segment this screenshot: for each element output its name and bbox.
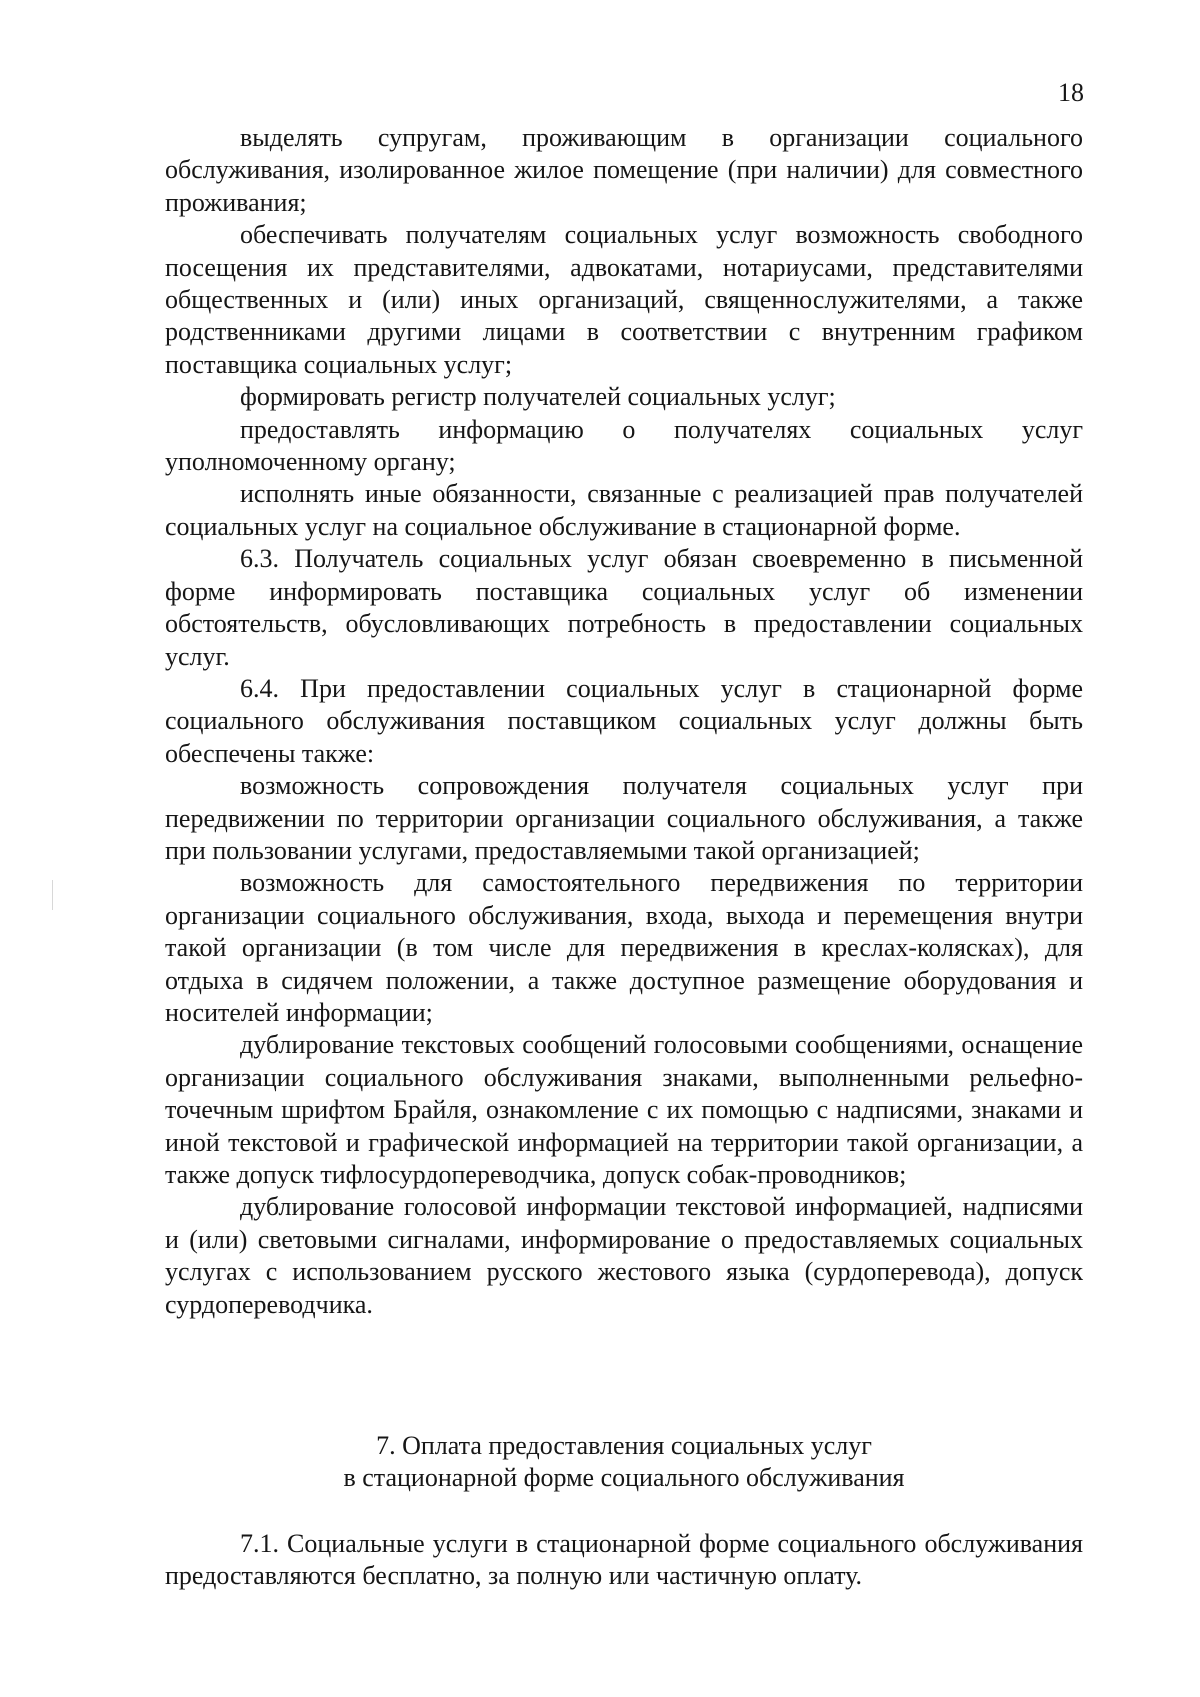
paragraph: дублирование голосовой информации текстовой информацией, надписями и (или) световыми сигналами, информирование о предоставляемых социальных услугах с использованием русского жестового языка (сурдоперевода), допуск сурдопереводчика.	[165, 1192, 1083, 1319]
paragraph: 6.3. Получатель социальных услуг обязан своевременно в письменной форме информировать поставщика социальных услуг об изменении обстоятельств, обусловливающих потребность в предоставлении социальных услуг.	[165, 544, 1083, 671]
paragraph: исполнять иные обязанности, связанные с реализацией прав получателей социальных услуг на социальное обслуживание в стационарной форме.	[165, 479, 1083, 541]
paragraph: дублирование текстовых сообщений голосовыми сообщениями, оснащение организации социального обслуживания знаками, выполненными рельефно-точечным шрифтом Брайля, ознакомление с их помощью с надписями, знаками и иной текстовой и графической информацией на территории такой организации, а также допуск тифлосурдопереводчика, допуск собак-проводников;	[165, 1030, 1083, 1189]
paragraph: обеспечивать получателям социальных услуг возможность свободного посещения их представителями, адвокатами, нотариусами, представителями общественных и (или) иных организаций, священнослужителями, а также родственниками другими лицами в соответствии с внутренним графиком поставщика социальных услуг;	[165, 220, 1083, 379]
paragraph: 6.4. При предоставлении социальных услуг в стационарной форме социального обслуживания поставщиком социальных услуг должны быть обеспечены также:	[165, 673, 1083, 768]
closing-text	[165, 1528, 1083, 1593]
page-number: 18	[1058, 78, 1084, 107]
closing-paragraph: 7.1. Социальные услуги в стационарной форме социального обслуживания предоставляются бесплатно, за полную или частичную оплату.	[165, 1529, 1083, 1591]
paragraph: выделять супругам, проживающим в организации социального обслуживания, изолированное жилое помещение (при наличии) для совместного проживания;	[165, 123, 1083, 217]
scan-artifact	[52, 880, 53, 910]
paragraph: возможность сопровождения получателя социальных услуг при передвижении по территории организации социального обслуживания, а также при пользовании услугами, предоставляемыми такой организацией;	[165, 771, 1083, 865]
section-heading	[165, 1430, 1083, 1495]
paragraph: возможность для самостоятельного передвижения по территории организации социального обслуживания, входа, выхода и перемещения внутри такой организации (в том числе для передвижения в креслах-колясках), для отдыха в сидячем положении, а также доступное размещение оборудования и носителей информации;	[165, 868, 1083, 1027]
body-text	[165, 122, 1083, 1321]
section-heading-line: в стационарной форме социального обслуживания	[343, 1463, 905, 1493]
paragraph: формировать регистр получателей социальных услуг;	[240, 382, 836, 412]
section-heading-line: 7. Оплата предоставления социальных услуг	[376, 1431, 872, 1460]
paragraph: предоставлять информацию о получателях социальных услуг уполномоченному органу;	[165, 414, 1083, 477]
